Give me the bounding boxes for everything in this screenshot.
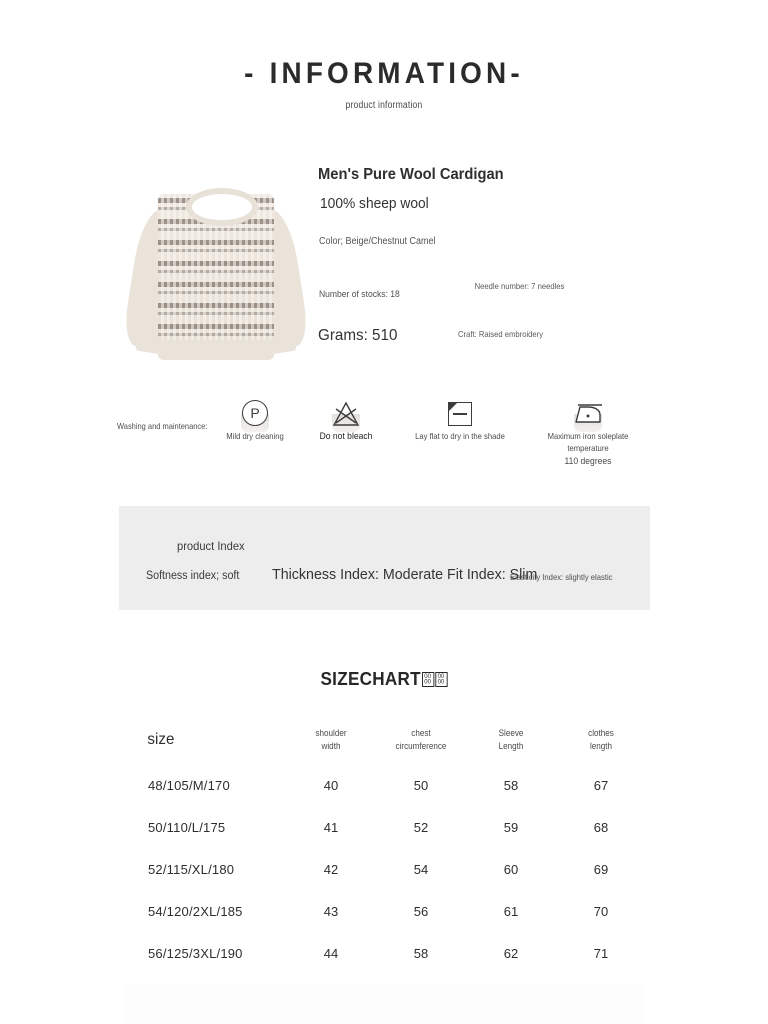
washing-maintenance-label: Washing and maintenance: <box>117 421 208 431</box>
care-item-iron <box>528 398 648 468</box>
dry-clean-p-icon: P <box>242 400 268 426</box>
cell-chest: 52 <box>413 819 429 835</box>
product-image <box>124 168 308 368</box>
cell-sleeve: 61 <box>503 903 519 919</box>
missing-glyph-box: 00 00 <box>422 672 434 687</box>
care-caption: Maximum iron soleplate temperature <box>547 431 629 454</box>
cell-size: 48/105/M/170 <box>148 777 230 793</box>
cell-length: 69 <box>593 861 609 877</box>
header-chest-circumference: chest circumference <box>395 727 447 751</box>
table-row <box>136 806 646 848</box>
care-item-no-bleach <box>303 398 389 444</box>
care-caption: Mild dry cleaning <box>226 431 284 441</box>
cell-length: 71 <box>593 945 609 961</box>
elasticity-index-value: Elasticity Index: slightly elastic <box>510 572 613 582</box>
product-index-panel <box>119 506 650 610</box>
product-needle-number: Needle number: 7 needles <box>474 281 565 291</box>
cell-sleeve: 58 <box>503 777 519 793</box>
thickness-fit-index-value: Thickness Index: Moderate Fit Index: Slim <box>272 566 538 583</box>
product-color: Color; Beige/Chestnut Camel <box>319 236 436 247</box>
cell-size: 56/125/3XL/190 <box>148 945 243 961</box>
cell-sleeve: 60 <box>503 861 519 877</box>
care-caption-temperature: 110 degrees <box>564 455 612 467</box>
cell-shoulder: 41 <box>323 819 339 835</box>
cell-shoulder: 40 <box>323 777 339 793</box>
cell-size: 52/115/XL/180 <box>148 861 235 877</box>
iron-graphic <box>528 398 648 430</box>
header-shoulder-width: shoulder width <box>315 727 347 751</box>
table-header-row <box>136 716 646 764</box>
care-item-lay-flat <box>400 398 520 442</box>
bottom-band <box>124 985 644 1024</box>
table-row <box>136 848 646 890</box>
cell-shoulder: 44 <box>323 945 339 961</box>
do-not-bleach-icon <box>332 401 360 427</box>
sweater-collar <box>186 188 258 226</box>
cell-sleeve: 62 <box>503 945 519 961</box>
iron-low-heat-icon <box>571 402 605 426</box>
page-title: - INFORMATION- <box>244 57 524 90</box>
header-size: size <box>147 731 175 748</box>
softness-index-value: Softness index; soft <box>146 570 240 582</box>
sweater-hem <box>158 340 274 360</box>
cell-chest: 58 <box>413 945 429 961</box>
missing-glyph-box: 00 00 <box>435 672 447 687</box>
product-craft: Craft: Raised embroidery <box>458 329 544 339</box>
cell-sleeve: 59 <box>503 819 519 835</box>
table-row <box>136 764 646 806</box>
cell-length: 70 <box>593 903 609 919</box>
product-title: Men's Pure Wool Cardigan <box>318 166 504 183</box>
table-row <box>136 932 646 974</box>
product-material: 100% sheep wool <box>320 196 429 212</box>
care-caption: Do not bleach <box>319 431 373 442</box>
lay-flat-graphic <box>400 398 520 430</box>
table-row <box>136 890 646 932</box>
care-caption: Lay flat to dry in the shade <box>415 431 505 441</box>
sweater-illustration <box>124 168 308 368</box>
lay-flat-dry-icon <box>448 402 472 426</box>
care-item-dry-clean <box>209 398 301 442</box>
product-stock-count: Number of stocks: 18 <box>319 289 400 300</box>
cell-size: 54/120/2XL/185 <box>148 903 243 919</box>
header-sleeve-length: Sleeve Length <box>498 727 524 751</box>
cell-shoulder: 43 <box>323 903 339 919</box>
product-grams: Grams: 510 <box>318 327 398 344</box>
cell-length: 68 <box>593 819 609 835</box>
cell-length: 67 <box>593 777 609 793</box>
cell-size: 50/110/L/175 <box>148 819 226 835</box>
cell-chest: 50 <box>413 777 429 793</box>
no-bleach-graphic <box>303 398 389 430</box>
page-subtitle: product information <box>345 100 423 111</box>
header-clothes-length: clothes length <box>588 727 614 751</box>
product-index-heading: product Index <box>177 539 245 553</box>
size-chart-title <box>19 669 749 690</box>
dry-clean-graphic <box>209 398 301 430</box>
size-chart-title-text: SIZECHART <box>320 669 421 689</box>
cell-chest: 54 <box>413 861 429 877</box>
size-chart-table <box>136 716 646 974</box>
cell-chest: 56 <box>413 903 429 919</box>
cell-shoulder: 42 <box>323 861 339 877</box>
